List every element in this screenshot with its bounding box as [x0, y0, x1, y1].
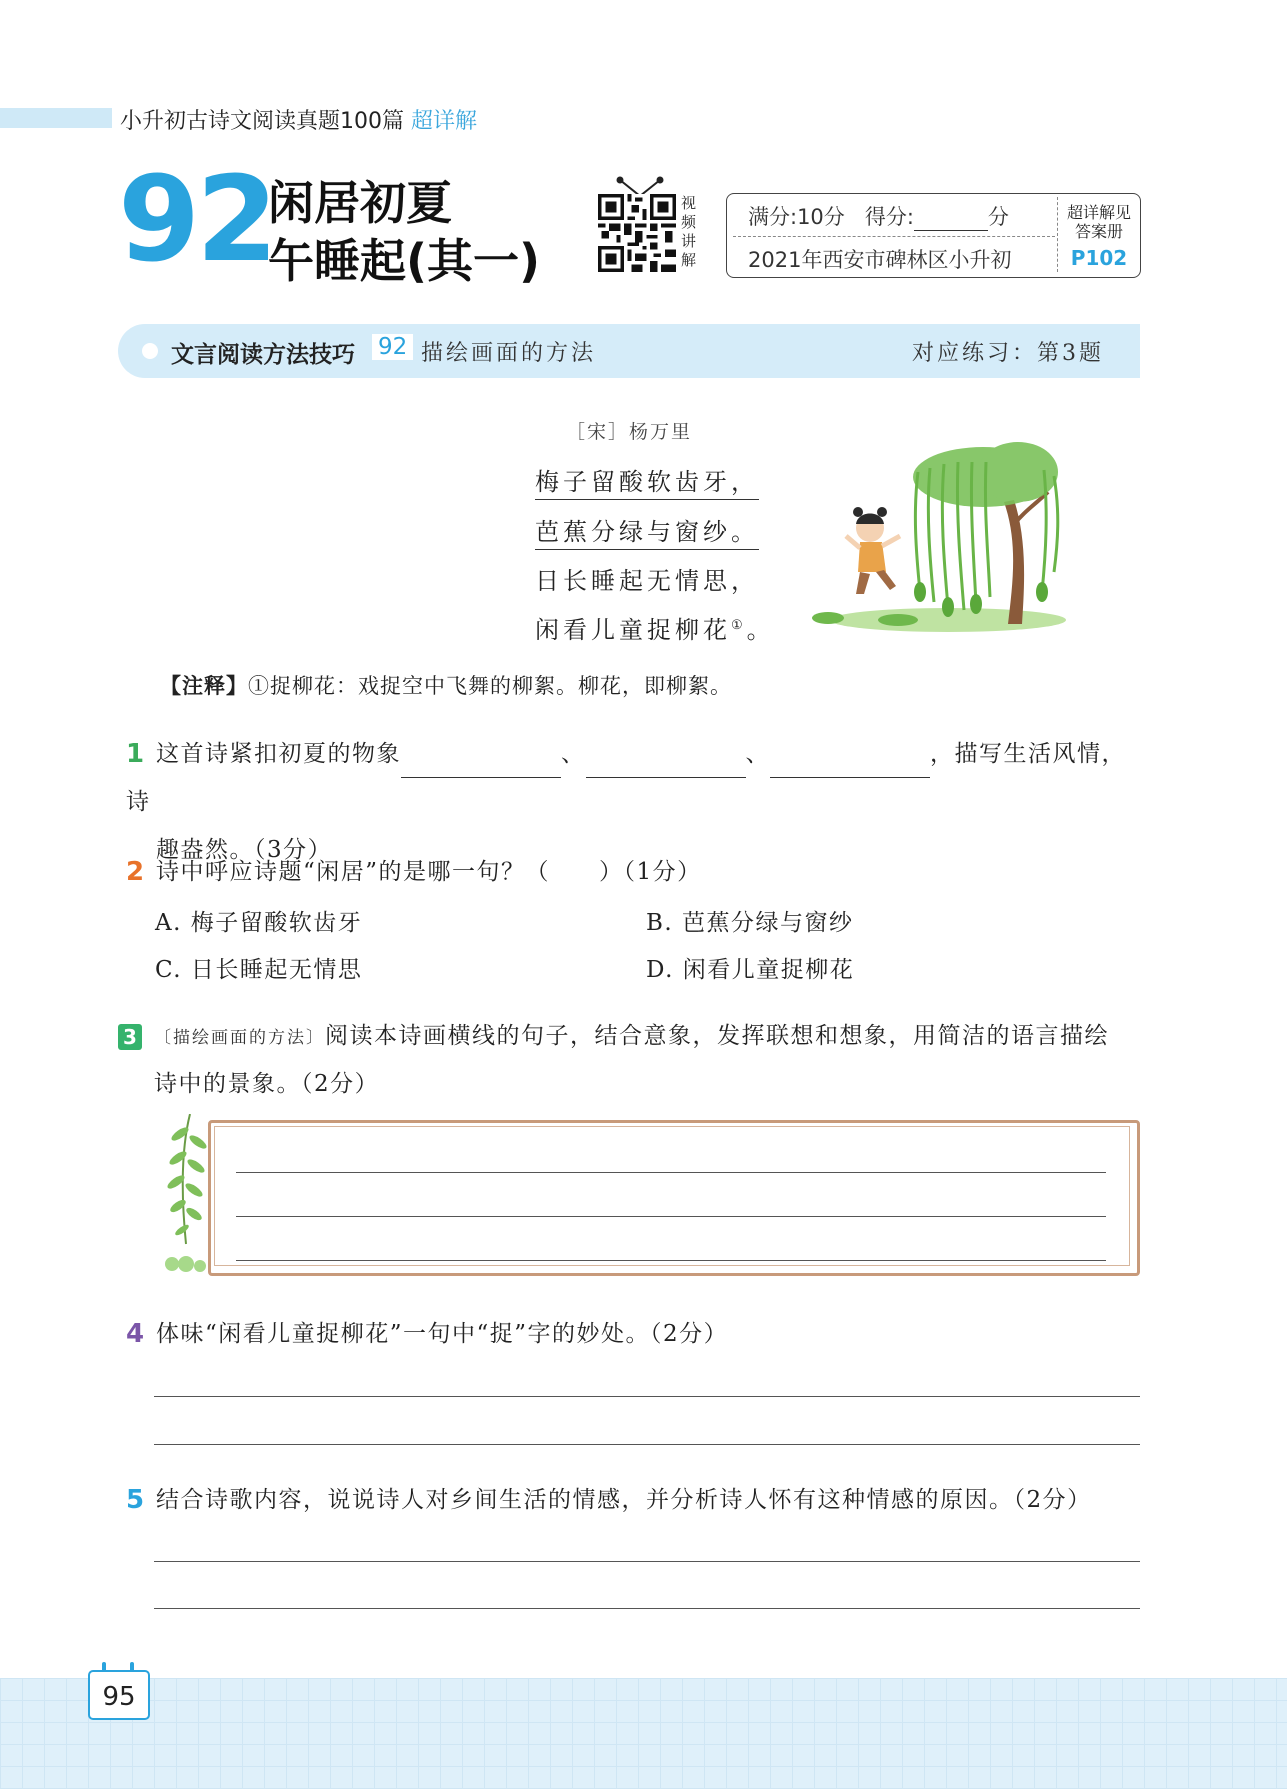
question-number: 5 [126, 1485, 146, 1515]
poem-line-4-text: 闲看儿童捉柳花 [535, 616, 731, 644]
willow-child-illustration [808, 432, 1066, 632]
footnote-marker: ① [731, 618, 747, 633]
score-divider [733, 236, 1055, 237]
poem-author: ［宋］杨万里 [566, 421, 693, 443]
poem-line-2: 芭蕉分绿与窗纱。 [535, 512, 759, 550]
footnote [160, 670, 732, 700]
score-got-label: 得分: [864, 205, 914, 229]
poem-line-4-end: 。 [746, 616, 775, 644]
question-3-text-b: 诗中的景象。（2分） [154, 1071, 380, 1097]
answer-line[interactable] [236, 1260, 1106, 1261]
poem-line-1: 梅子留酸软齿牙， [535, 462, 759, 500]
question-4 [126, 1310, 1142, 1358]
qr-caption-char: 视 [681, 194, 697, 212]
answer-ref-line2: 答案册 [1074, 222, 1123, 241]
question-3-line1 [154, 1012, 1144, 1062]
qr-caption-char: 频 [681, 213, 697, 231]
option-d[interactable]: D. 闲看儿童捉柳花 [646, 957, 855, 983]
full-score-label: 满分:10分 [748, 205, 845, 229]
page-number: 95 [88, 1670, 150, 1720]
book-title [120, 104, 477, 135]
qr-caption-char: 讲 [681, 232, 697, 250]
question-1-text-b: ，描写生活风情，诗 [126, 741, 1126, 815]
option-b[interactable]: B. 芭蕉分绿与窗纱 [646, 910, 854, 936]
question-1-text-a: 这首诗紧扣初夏的物象 [156, 741, 401, 767]
question-2 [126, 848, 1142, 896]
qr-code-icon[interactable] [598, 194, 676, 272]
separator: 、 [745, 741, 770, 767]
qr-caption [681, 194, 701, 270]
method-label: 文言阅读方法技巧 [171, 342, 355, 368]
lesson-title [268, 174, 540, 290]
poem-line-3: 日长睡起无情思， [535, 567, 759, 595]
answer-line[interactable] [236, 1172, 1106, 1173]
question-number: 1 [126, 739, 146, 769]
answer-line[interactable] [236, 1216, 1106, 1217]
method-number: 92 [372, 334, 413, 360]
poem-line-4 [535, 610, 775, 645]
footnote-label: 【注释】 [160, 674, 248, 698]
answer-line[interactable] [154, 1561, 1140, 1562]
header-stripe [0, 108, 112, 128]
option-a[interactable]: A. 梅子留酸软齿牙 [155, 910, 363, 936]
answer-blank-3[interactable] [770, 751, 930, 778]
book-title-highlight: 超详解 [411, 109, 478, 134]
question-2-text: 诗中呼应诗题“闲居”的是哪一句？（ ）（1分） [156, 859, 702, 885]
option-c[interactable]: C. 日长睡起无情思 [155, 957, 363, 983]
lesson-title-line1: 闲居初夏 [268, 176, 452, 230]
answer-line[interactable] [154, 1444, 1140, 1445]
footer-band [0, 1678, 1287, 1789]
question-1-text-c: 趣盎然。（3分） [156, 837, 333, 863]
answer-line[interactable] [154, 1608, 1140, 1609]
score-unit: 分 [987, 205, 1009, 229]
answer-blank-2[interactable] [586, 751, 746, 778]
question-3-text-a: 阅读本诗画横线的句子，结合意象，发挥联想和想象，用简洁的语言描绘 [325, 1023, 1109, 1049]
question-4-text: 体味“闲看儿童捉柳花”一句中“捉”字的妙处。（2分） [156, 1321, 729, 1347]
lesson-title-line2: 午睡起(其一) [268, 234, 541, 288]
answer-page-ref: P102 [1070, 246, 1128, 270]
question-5 [126, 1476, 1142, 1524]
question-number: 4 [126, 1319, 146, 1349]
score-input[interactable] [914, 210, 988, 231]
qr-antenna-icon [612, 176, 668, 196]
method-practice-ref: 对应练习：第3题 [912, 341, 1104, 366]
footnote-text: ①捉柳花：戏捉空中飞舞的柳絮。柳花，即柳絮。 [248, 674, 732, 698]
answer-frame-inner [214, 1126, 1130, 1266]
score-vertical-divider [1057, 197, 1058, 272]
book-title-text: 小升初古诗文阅读真题100篇 [120, 109, 404, 134]
lesson-number: 92 [118, 150, 275, 288]
answer-ref-line1: 超详解见 [1066, 203, 1131, 222]
question-number: 3 [118, 1024, 142, 1050]
answer-line[interactable] [154, 1396, 1140, 1397]
answer-ref-label [1061, 203, 1137, 241]
method-name: 描绘画面的方法 [421, 341, 597, 366]
question-number: 2 [126, 857, 146, 887]
separator: 、 [561, 741, 586, 767]
exam-source: 2021年西安市碑林区小升初 [748, 248, 1012, 272]
score-row [748, 201, 1009, 231]
qr-caption-char: 解 [681, 251, 697, 269]
question-3-tag: 〔描绘画面的方法〕 [154, 1028, 325, 1048]
question-5-text: 结合诗歌内容，说说诗人对乡间生活的情感，并分析诗人怀有这种情感的原因。（2分） [156, 1487, 1092, 1513]
bullet-dot-icon [142, 343, 158, 359]
answer-blank-1[interactable] [401, 751, 561, 778]
